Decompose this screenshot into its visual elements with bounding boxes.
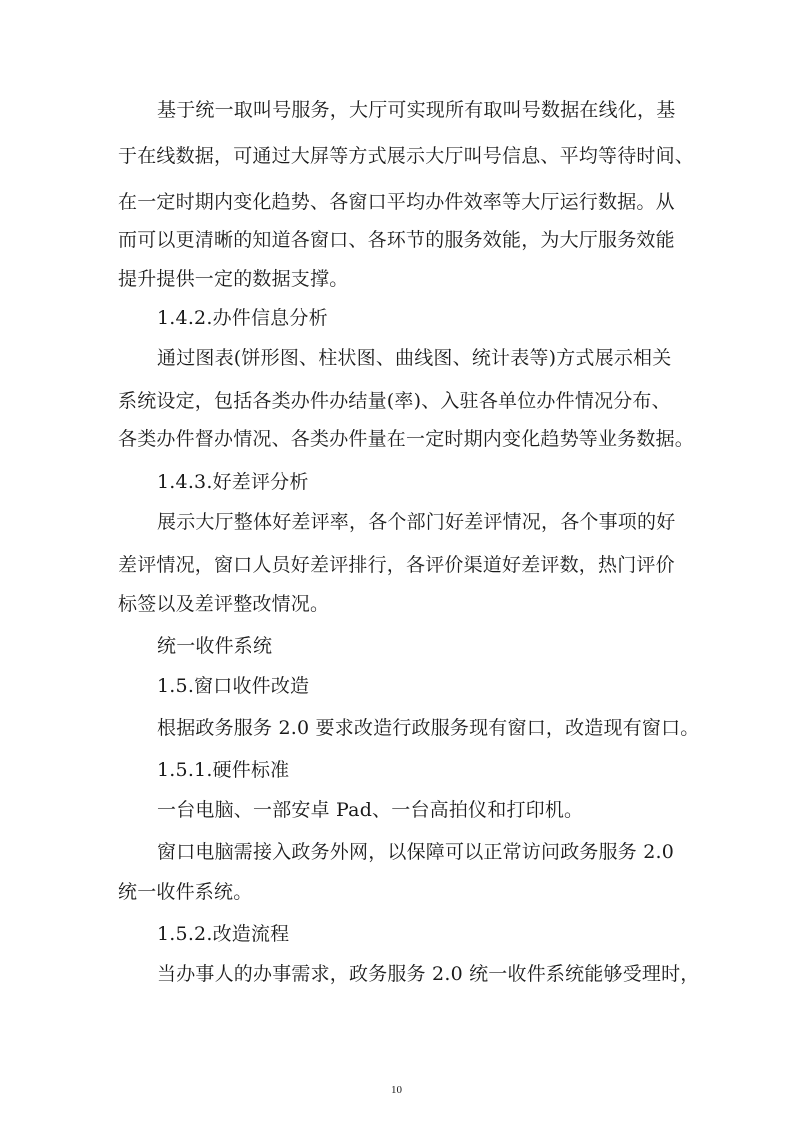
paragraph-line: 在一定时期内变化趋势、各窗口平均办件效率等大厅运行数据。从 — [118, 191, 675, 213]
paragraph-line: 各类办件督办情况、各类办件量在一定时期内变化趋势等业务数据。 — [118, 428, 695, 450]
paragraph-line: 当办事人的办事需求，政务服务 2.0 统一收件系统能够受理时， — [157, 963, 700, 985]
paragraph-line: 窗口电脑需接入政务外网，以保障可以正常访问政务服务 2.0 — [157, 841, 675, 863]
page-number: 10 — [391, 1084, 402, 1096]
paragraph-line: 根据政务服务 2.0 要求改造行政服务现有窗口，改造现有窗口。 — [157, 717, 700, 739]
paragraph-line: 通过图表(饼形图、柱状图、曲线图、统计表等)方式展示相关 — [157, 347, 672, 369]
section-heading: 1.5.1.硬件标准 — [157, 759, 290, 781]
paragraph-line: 标签以及差评整改情况。 — [118, 593, 330, 615]
paragraph-line: 展示大厅整体好差评率，各个部门好差评情况，各个事项的好 — [157, 511, 676, 533]
section-heading: 统一收件系统 — [157, 635, 273, 657]
paragraph-line: 系统设定，包括各类办件办结量(率)、入驻各单位办件情况分布、 — [118, 390, 671, 412]
paragraph-line: 于在线数据，可通过大屏等方式展示大厅叫号信息、平均等待时间、 — [118, 145, 695, 167]
section-heading: 1.5.窗口收件改造 — [157, 675, 310, 697]
paragraph-line: 一台电脑、一部安卓 Pad、一台高拍仪和打印机。 — [157, 799, 584, 821]
section-heading: 1.4.2.办件信息分析 — [157, 307, 328, 329]
section-heading: 1.5.2.改造流程 — [157, 923, 290, 945]
section-heading: 1.4.3.好差评分析 — [157, 471, 309, 493]
paragraph-line: 基于统一取叫号服务，大厅可实现所有取叫号数据在线化，基 — [157, 99, 676, 121]
paragraph-line: 统一收件系统。 — [118, 881, 253, 903]
paragraph-line: 提升提供一定的数据支撑。 — [118, 268, 349, 290]
paragraph-line: 而可以更清晰的知道各窗口、各环节的服务效能，为大厅服务效能 — [118, 229, 675, 251]
paragraph-line: 差评情况，窗口人员好差评排行，各评价渠道好差评数，热门评价 — [118, 554, 675, 576]
